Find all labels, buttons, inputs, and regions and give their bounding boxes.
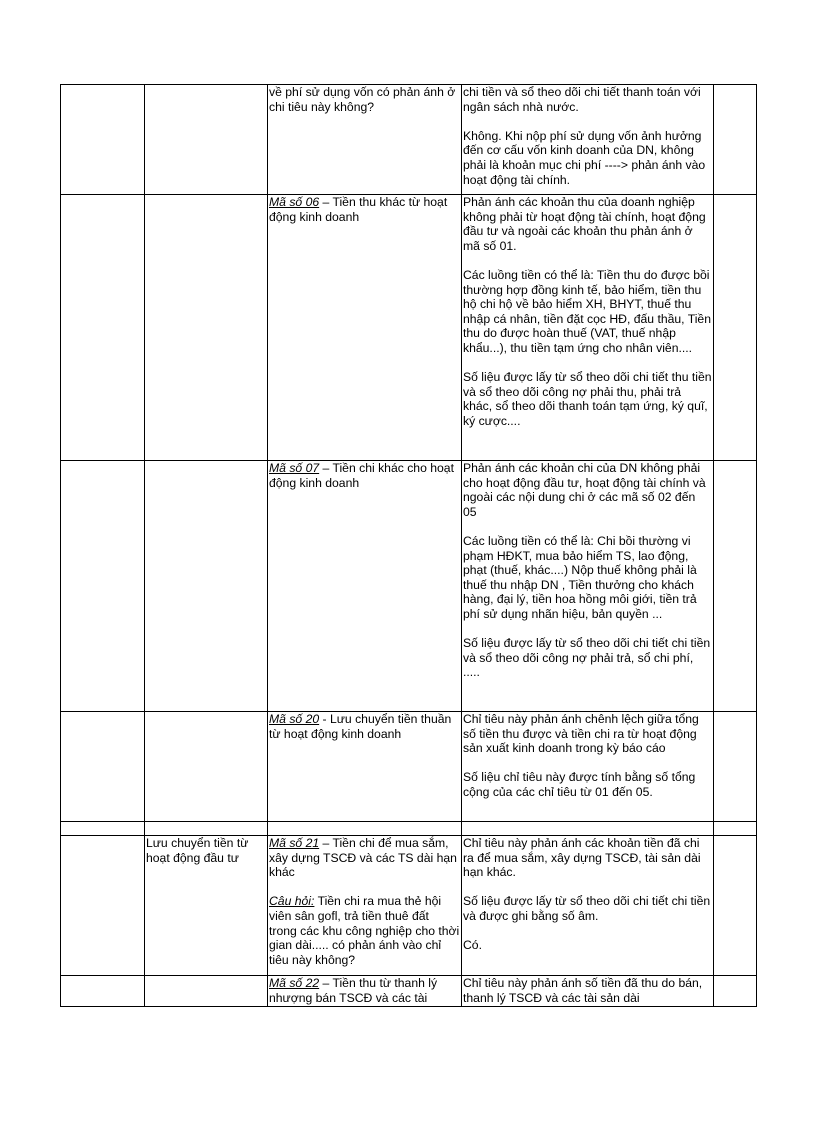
item-cell	[268, 85, 462, 195]
table-row	[61, 195, 757, 461]
item-cell	[268, 195, 462, 461]
item-text: – Tiền chi khác cho hoạt động kinh doanh	[269, 461, 454, 490]
blank-cell	[61, 461, 145, 712]
item-cell	[268, 976, 462, 1007]
description-paragraph: Số liệu chỉ tiêu này được tính bằng số tổng cộng của các chỉ tiêu từ 01 đến 05.	[463, 770, 696, 799]
description-paragraph: Không. Khi nộp phí sử dụng vốn ảnh hưởng đến cơ cấu vốn kinh doanh của DN, không phải là khoản mục chi phí ----> phản ánh vào hoạt động tài chính.	[463, 128, 706, 187]
blank-cell	[61, 712, 145, 822]
item-text: về phí sử dụng vốn có phản ánh ở chi tiêu này không?	[269, 85, 456, 114]
blank-cell	[714, 976, 757, 1007]
document-page	[60, 84, 756, 1007]
description-paragraph: Các luồng tiền có thể là: Tiền thu do được bồi thường hợp đồng kinh tế, bảo hiểm, tiền thu hộ chi hộ về bảo hiểm XH, BHYT, thuế thu nhập cá nhân, tiền đặt cọc HĐ, đấu thầu, Tiền thu do được hoàn thuế (VAT, thuế nhập khẩu...), thu tiền tạm ứng cho nhân viên....	[463, 267, 711, 355]
section-label-cell: Lưu chuyển tiền từ hoạt động đầu tư	[145, 836, 268, 976]
section-label-cell	[145, 195, 268, 461]
question-text: Tiền chi ra mua thẻ hội viên sân gofl, trả tiền thuê đất trong các khu công nghiệp cho thời gian dài..... có phản ánh vào chỉ tiêu này không?	[269, 894, 460, 967]
blank-cell	[714, 195, 757, 461]
description-cell	[462, 712, 714, 822]
blank-cell	[61, 85, 145, 195]
section-label-cell	[145, 461, 268, 712]
section-label-cell	[145, 976, 268, 1007]
item-code: Mã số 06	[269, 195, 320, 209]
description-cell	[462, 85, 714, 195]
blank-cell	[145, 822, 268, 836]
item-text: – Tiền thu khác từ hoạt động kinh doanh	[269, 195, 448, 224]
item-code: Mã số 07	[269, 461, 320, 475]
item-text: - Lưu chuyển tiền thuần từ hoạt động kinh doanh	[269, 712, 452, 741]
section-label-cell	[145, 85, 268, 195]
item-code: Mã số 20	[269, 712, 320, 726]
description-paragraph: chi tiền và sổ theo dõi chi tiết thanh toán với ngân sách nhà nước.	[463, 85, 701, 114]
item-code: Mã số 22	[269, 976, 320, 990]
table-row	[61, 461, 757, 712]
question-label: Câu hỏi:	[269, 894, 315, 909]
description-paragraph: Chỉ tiêu này phản ánh chênh lệch giữa tổng số tiền thu được và tiền chi ra từ hoạt động sản xuất kinh doanh trong kỳ báo cáo	[463, 712, 699, 756]
blank-cell	[714, 461, 757, 712]
blank-cell	[61, 836, 145, 976]
description-paragraph: Phản ánh các khoản thu của doanh nghiệp không phải từ hoạt động tài chính, hoạt động đầu tư và ngoài các khoản thu phản ánh ở mã số 01.	[463, 195, 706, 253]
item-text: – Tiền thu từ thanh lý nhượng bán TSCĐ và các tài	[269, 976, 438, 1005]
description-cell	[462, 976, 714, 1007]
blank-cell	[714, 822, 757, 836]
description-cell	[462, 195, 714, 461]
item-paragraph	[269, 836, 460, 880]
cash-flow-table	[60, 84, 757, 1007]
description-paragraph: Các luồng tiền có thể là: Chi bồi thường vi phạm HĐKT, mua bảo hiểm TS, lao động, phạt (thuế, khác....) Nộp thuế không phải là thuế thu nhập DN , Tiền thưởng cho khách hàng, đại lý, tiền hoa hồng môi giới, tiền trả phí sử dụng nhãn hiệu, bản quyền ...	[463, 533, 697, 621]
blank-cell	[268, 822, 462, 836]
item-cell	[268, 461, 462, 712]
description-paragraph: Có.	[463, 938, 482, 953]
item-code: Mã số 21	[269, 836, 320, 850]
description-paragraph: Số liệu được lấy từ sổ theo dõi chi tiết chi tiền và được ghi bằng số âm.	[463, 894, 711, 923]
table-row-spacer	[61, 822, 757, 836]
description-cell	[462, 836, 714, 976]
description-paragraph: Chỉ tiêu này phản ánh số tiền đã thu do bán, thanh lý TSCĐ và các tài sản dài	[463, 976, 703, 1005]
description-paragraph: Phản ánh các khoản chi của DN không phải cho hoạt động đầu tư, hoạt động tài chính và ngoài các nội dung chi ở các mã số 02 đến 05	[463, 461, 706, 519]
blank-cell	[462, 822, 714, 836]
blank-cell	[714, 836, 757, 976]
table-row	[61, 976, 757, 1007]
blank-cell	[61, 822, 145, 836]
blank-cell	[714, 712, 757, 822]
description-paragraph: Chỉ tiêu này phản ánh các khoản tiền đã chi ra để mua sắm, xây dựng TSCĐ, tài sản dài hạn khác.	[463, 836, 701, 880]
table-row	[61, 712, 757, 822]
blank-cell	[61, 195, 145, 461]
item-cell	[268, 712, 462, 822]
question-paragraph	[269, 894, 460, 967]
description-paragraph: Số liệu được lấy từ sổ theo dõi chi tiết chi tiền và sổ theo dõi công nợ phải trả, sổ chi phí, .....	[463, 636, 711, 680]
table-row	[61, 85, 757, 195]
section-label-cell	[145, 712, 268, 822]
blank-cell	[61, 976, 145, 1007]
description-cell	[462, 461, 714, 712]
item-cell	[268, 836, 462, 976]
item-text: – Tiền chi để mua sắm, xây dựng TSCĐ và các TS dài hạn khác	[269, 836, 457, 880]
table-row	[61, 836, 757, 976]
blank-cell	[714, 85, 757, 195]
description-paragraph: Số liệu được lấy từ sổ theo dõi chi tiết thu tiền và sổ theo dõi công nợ phải thu, phải trả khác, sổ theo dõi thanh toán tạm ứng, ký quĩ, ký cược....	[463, 370, 712, 428]
